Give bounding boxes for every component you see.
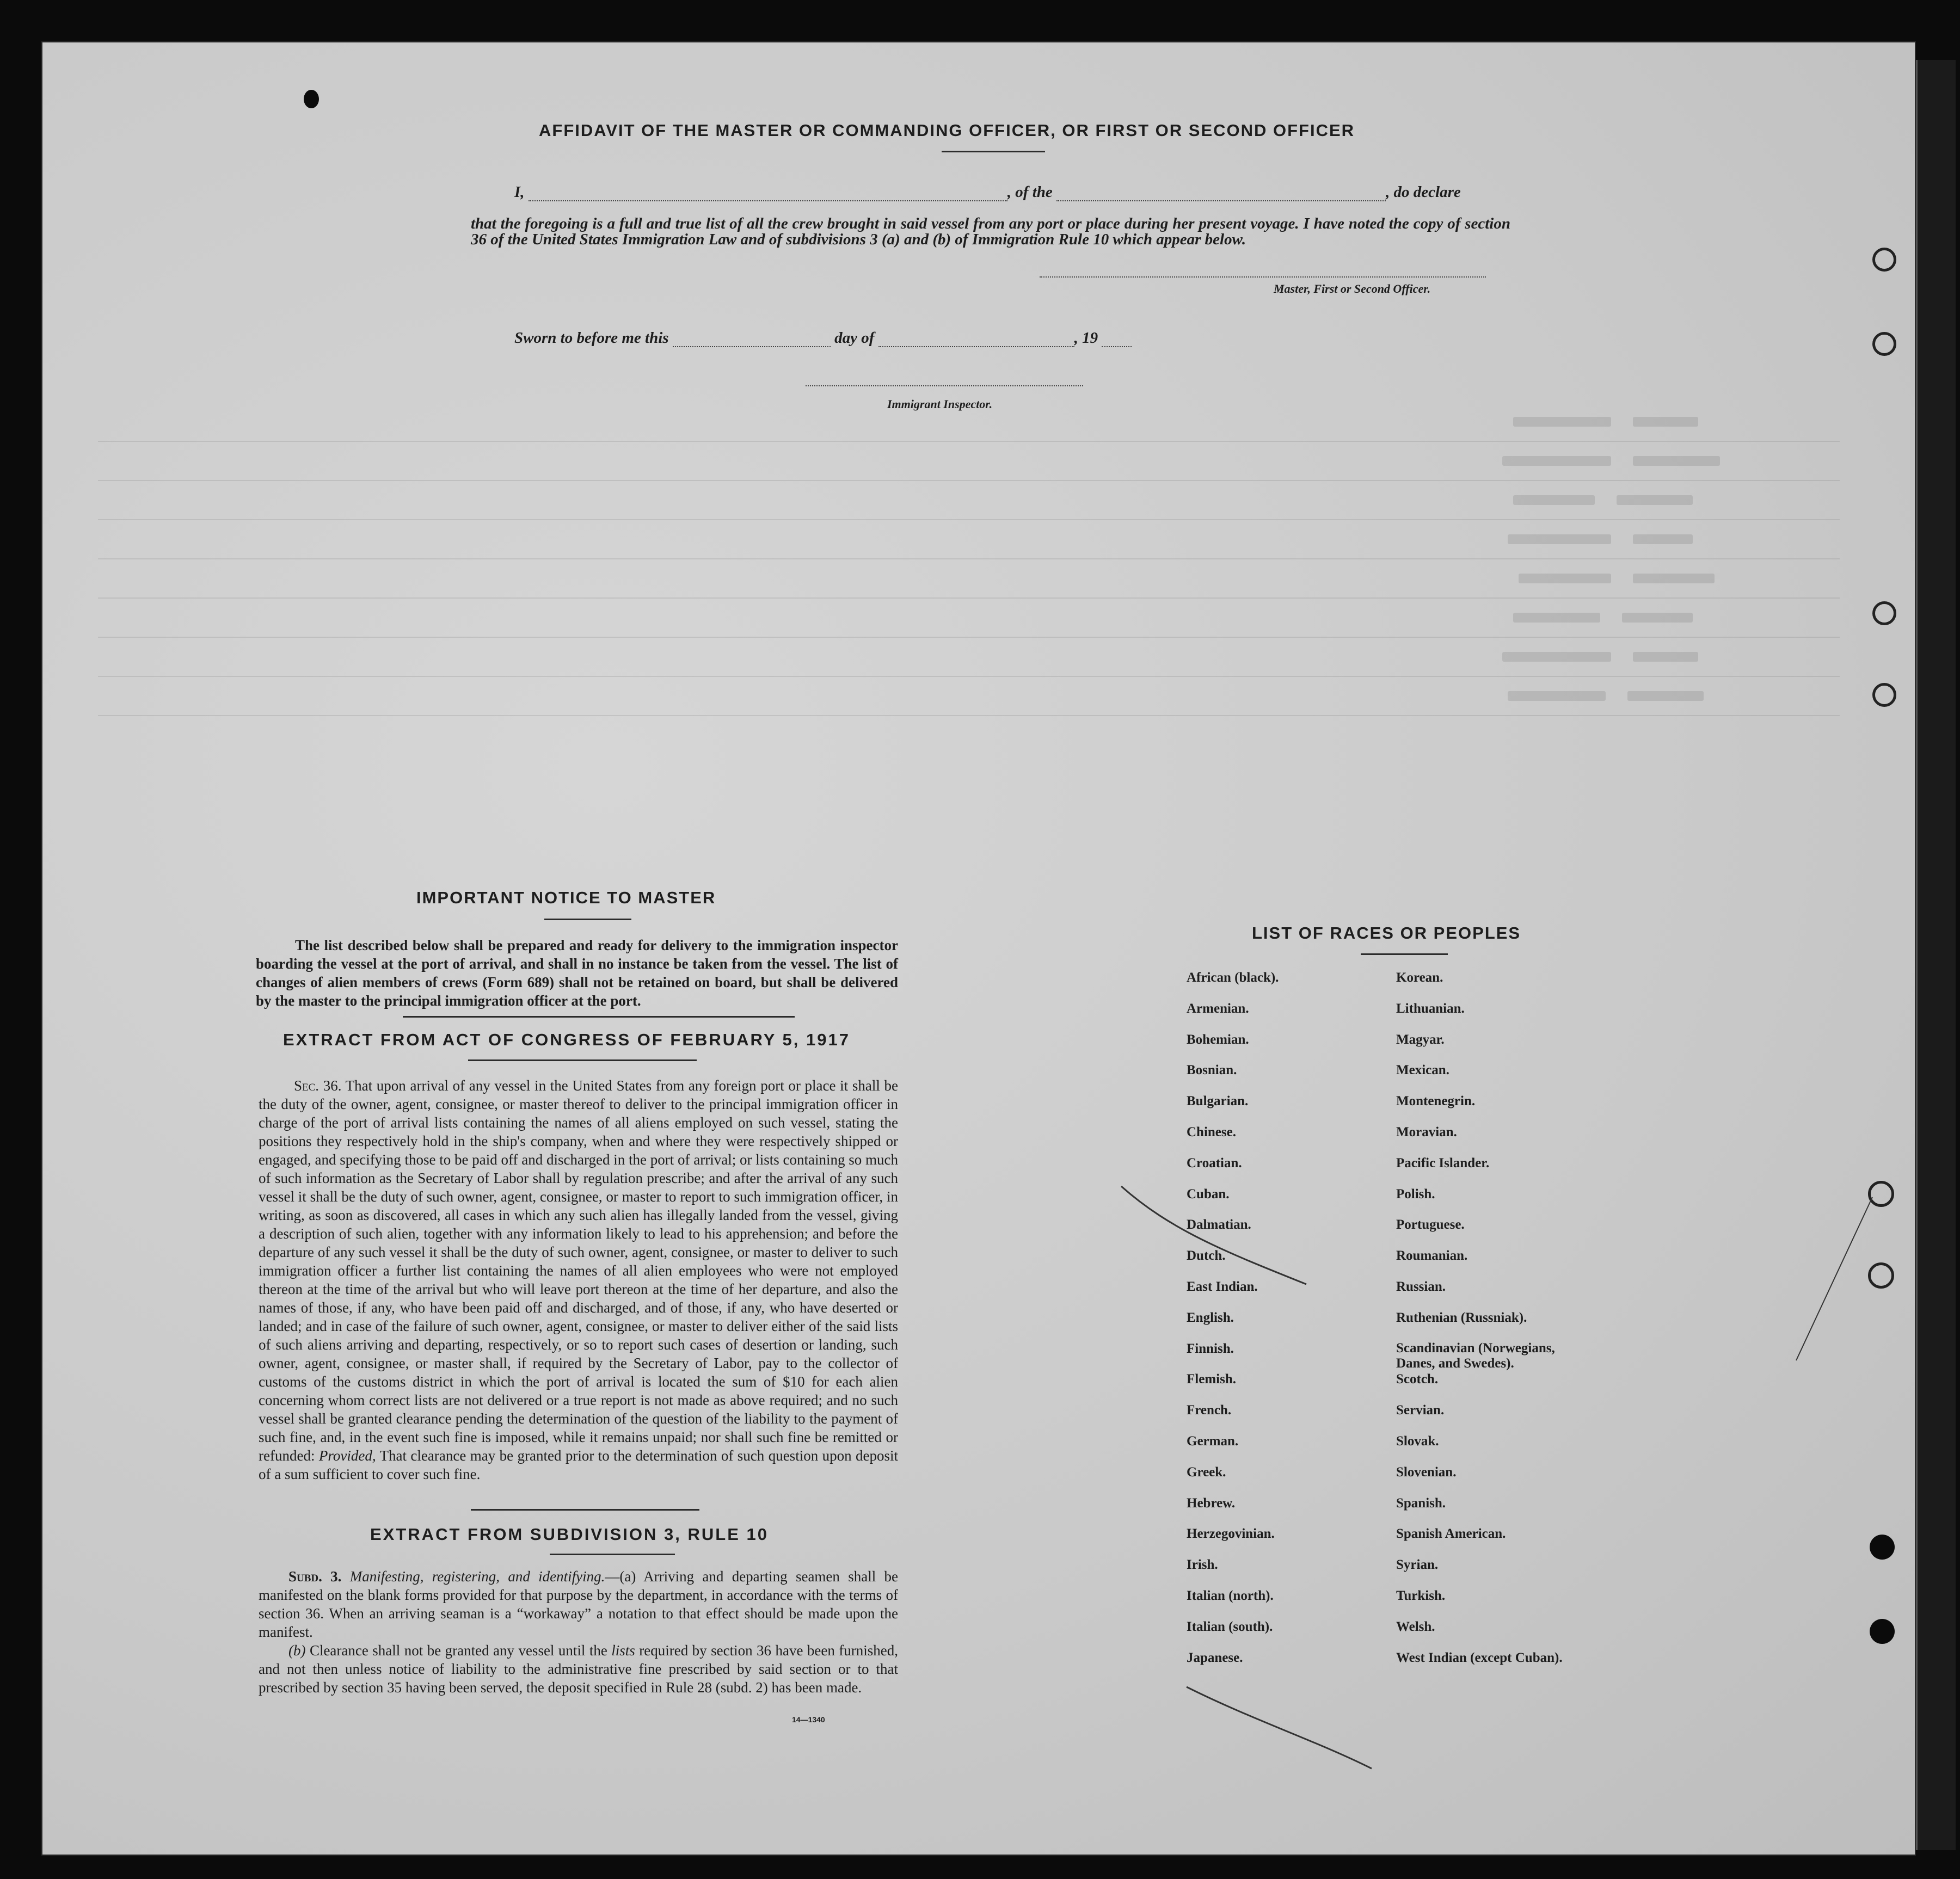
- sworn-line: [514, 329, 1132, 347]
- notice-title-rule: [544, 919, 631, 920]
- sworn-month-field[interactable]: [878, 331, 1074, 347]
- race-item: Chinese.: [1187, 1124, 1236, 1139]
- act-body: [259, 1076, 898, 1483]
- master-signature-field[interactable]: [1040, 266, 1486, 278]
- race-item: Armenian.: [1187, 1001, 1249, 1016]
- race-item: French.: [1187, 1403, 1232, 1418]
- race-item: English.: [1187, 1310, 1234, 1325]
- race-item: Slovenian.: [1396, 1464, 1457, 1480]
- races-left-column: [1187, 970, 1279, 1680]
- affidavit-title: AFFIDAVIT OF THE MASTER OR COMMANDING OFFICER, OR FIRST OR SECOND OFFICER: [539, 121, 1355, 140]
- rule-part-b-text-2: required by section 36 have been furnished, and not then unless notice of liability to the administrative fine prescribed by said section or to that prescribed by section 35 having been served, the deposit specified in Rule 28 (subd. 2) has been made.: [259, 1642, 899, 1696]
- race-item: Finnish.: [1187, 1341, 1234, 1356]
- race-item: Mexican.: [1396, 1063, 1449, 1078]
- race-item: Pacific Islander.: [1396, 1155, 1490, 1170]
- races-title: LIST OF RACES OR PEOPLES: [1252, 923, 1521, 942]
- race-item: Russian.: [1396, 1279, 1446, 1294]
- race-item: Herzegovinian.: [1187, 1526, 1275, 1542]
- name-field[interactable]: [529, 185, 1007, 201]
- race-item: Cuban.: [1187, 1186, 1230, 1202]
- notice-title: IMPORTANT NOTICE TO MASTER: [416, 888, 716, 907]
- race-item: Syrian.: [1396, 1557, 1439, 1573]
- act-title: EXTRACT FROM ACT OF CONGRESS OF FEBRUARY 5, 1917: [283, 1030, 850, 1049]
- affidavit-title-rule: [942, 151, 1045, 152]
- race-item: Flemish.: [1187, 1372, 1236, 1387]
- race-item: Scandinavian (Norwegians, Danes, and Swedes).: [1396, 1340, 1555, 1371]
- act-section-text: That upon arrival of any vessel in the United States from any foreign port or place it shall be the duty of the owner, agent, consignee, or master thereof to deliver to the principal immigration officer in charge of the port of arrival lists containing the names of all aliens employed on such vessel, stating the positions they respectively hold in the ship's company, when and where they were respectively shipped or engaged, and specifying those to be paid off and discharged in the port of arrival; or lists containing so much of such information as the Secretary of Labor shall by regulation prescribe; and after the arrival of any such vessel it shall be the duty of such owner, agent, consignee, or master to report to such immigration officer, in writing, as soon as discovered, all cases in which any such alien has illegally landed from the vessel, giving a description of such alien, together with any information likely to lead to his apprehension; and before the departure of any such vessel it shall be the duty of such owner, agent, consignee, or master to deliver to such immigration officer a further list containing the names of all alien employees who were not employed thereon at the time of the arrival but who will leave port thereon at the time of her departure, and also the names of those, if any, who have been paid off and discharged, and of those, if any, who have deserted or landed; and in case of the failure of such owner, agent, consignee, or master to deliver either of the said lists of such aliens arriving and departing, respectively, or so to report such cases of desertion or landing, such owner, agent, consignee, or master shall, if required by the Secretary of Labor, pay to the collector of customs of the customs district in which the port of arrival is located the sum of $10 for each alien concerning whom correct lists are not delivered or a true report is not made as above required; and no such vessel shall be granted clearance pending the determination of the question of the liability to the payment of such fine, and, in the event such fine is imposed, while it remains unpaid; nor shall such fine be remitted or refunded:: [259, 1077, 898, 1464]
- act-provided-text: That clearance may be granted prior to the determination of such question upon deposit of a sum sufficient to cover such fine.: [259, 1447, 899, 1482]
- rule-subd-heading: Manifesting, registering, and identifying.: [349, 1568, 605, 1585]
- race-item: Dalmatian.: [1187, 1217, 1251, 1233]
- race-item: Turkish.: [1396, 1588, 1446, 1603]
- race-item: Ruthenian (Russniak).: [1396, 1310, 1527, 1325]
- race-item: African (black).: [1187, 970, 1279, 985]
- notice-body: [256, 936, 898, 1010]
- race-item: Welsh.: [1396, 1619, 1435, 1634]
- race-item: Polish.: [1396, 1186, 1435, 1202]
- race-item: Scotch.: [1396, 1372, 1439, 1387]
- sworn-prefix: Sworn to before me this: [514, 329, 669, 347]
- rule-part-a-text: —(a) Arriving and departing seamen shall be manifested on the blank forms provided for that purpose by the department, in accordance with the terms of section 36. When an arriving seaman is a “workaway” a notation to that effect should be made upon the manifest.: [259, 1568, 898, 1640]
- race-item: Hebrew.: [1187, 1495, 1236, 1511]
- race-item: German.: [1187, 1433, 1239, 1449]
- races-right-column: [1396, 970, 1668, 1680]
- race-item: Bulgarian.: [1187, 1094, 1249, 1109]
- rule-part-b-text-1: Clearance shall not be granted any vessel until the: [309, 1642, 607, 1659]
- affidavit-of-the-label: , of the: [1007, 183, 1053, 201]
- race-item: West Indian (except Cuban).: [1396, 1650, 1563, 1665]
- inspector-signature-field[interactable]: [806, 374, 1083, 386]
- race-item: Magyar.: [1396, 1032, 1445, 1047]
- race-item: Dutch.: [1187, 1248, 1226, 1264]
- sworn-year-field[interactable]: [1102, 331, 1132, 347]
- form-number: 14—1340: [792, 1715, 825, 1724]
- sworn-day-label: day of: [834, 329, 875, 347]
- race-item: Slovak.: [1396, 1433, 1439, 1449]
- rule-part-b-lists: lists: [611, 1642, 635, 1659]
- rule-title: EXTRACT FROM SUBDIVISION 3, RULE 10: [370, 1525, 769, 1544]
- race-item: Croatian.: [1187, 1155, 1242, 1170]
- vessel-field[interactable]: [1056, 185, 1386, 201]
- race-item: Korean.: [1396, 970, 1443, 985]
- race-item: Spanish American.: [1396, 1526, 1506, 1542]
- sworn-year-label: , 19: [1074, 329, 1098, 347]
- act-title-rule: [468, 1059, 697, 1061]
- rule-part-b-label: (b): [288, 1642, 306, 1659]
- rule-part-a: [259, 1567, 898, 1641]
- races-title-rule: [1361, 953, 1448, 955]
- race-item: Lithuanian.: [1396, 1001, 1465, 1016]
- races-list: [1187, 970, 1676, 1677]
- sworn-date-field[interactable]: [673, 331, 831, 347]
- inspector-signature-label: Immigrant Inspector.: [887, 397, 993, 411]
- rule-title-rule: [550, 1554, 675, 1555]
- race-item: Italian (north).: [1187, 1588, 1274, 1603]
- race-item: Montenegrin.: [1396, 1094, 1476, 1109]
- act-provided-label: Provided,: [318, 1447, 376, 1464]
- race-item: Spanish.: [1396, 1495, 1446, 1511]
- race-item: Moravian.: [1396, 1124, 1457, 1139]
- race-item: Portuguese.: [1396, 1217, 1465, 1233]
- rule-subd-label: Subd. 3.: [288, 1568, 342, 1585]
- notice-bottom-rule: [403, 1016, 795, 1018]
- act-section-label: Sec. 36.: [294, 1077, 342, 1094]
- rule-part-b: [259, 1641, 898, 1697]
- affidavit-declaration-line: [514, 183, 1461, 201]
- race-item: Servian.: [1396, 1403, 1445, 1418]
- race-item: Greek.: [1187, 1464, 1226, 1480]
- race-item: Bohemian.: [1187, 1032, 1249, 1047]
- race-item: Bosnian.: [1187, 1063, 1237, 1078]
- master-signature-label: Master, First or Second Officer.: [1274, 282, 1431, 295]
- race-item: East Indian.: [1187, 1279, 1258, 1294]
- race-item: Irish.: [1187, 1557, 1218, 1573]
- race-item: Japanese.: [1187, 1650, 1243, 1665]
- affidavit-declare-label: , do declare: [1386, 183, 1461, 201]
- race-item: Roumanian.: [1396, 1248, 1468, 1264]
- affidavit-i-label: I,: [514, 183, 525, 201]
- affidavit-body: that the foregoing is a full and true list of all the crew brought in said vessel from any port or place during her present voyage. I have noted the copy of section 36 of the United States Immigration Law and of subdivisions 3 (a) and (b) of Immigration Rule 10 which appear below.: [471, 215, 1510, 248]
- race-item: Italian (south).: [1187, 1619, 1273, 1634]
- notice-body-text: The list described below shall be prepared and ready for delivery to the immigration inspector boarding the vessel at the port of arrival, and shall in no instance be taken from the vessel. The list of changes of alien members of crews (Form 689) shall not be retained on board, but shall be delivered by the master to the principal immigration officer at the port.: [256, 937, 898, 1009]
- act-bottom-rule: [471, 1509, 699, 1511]
